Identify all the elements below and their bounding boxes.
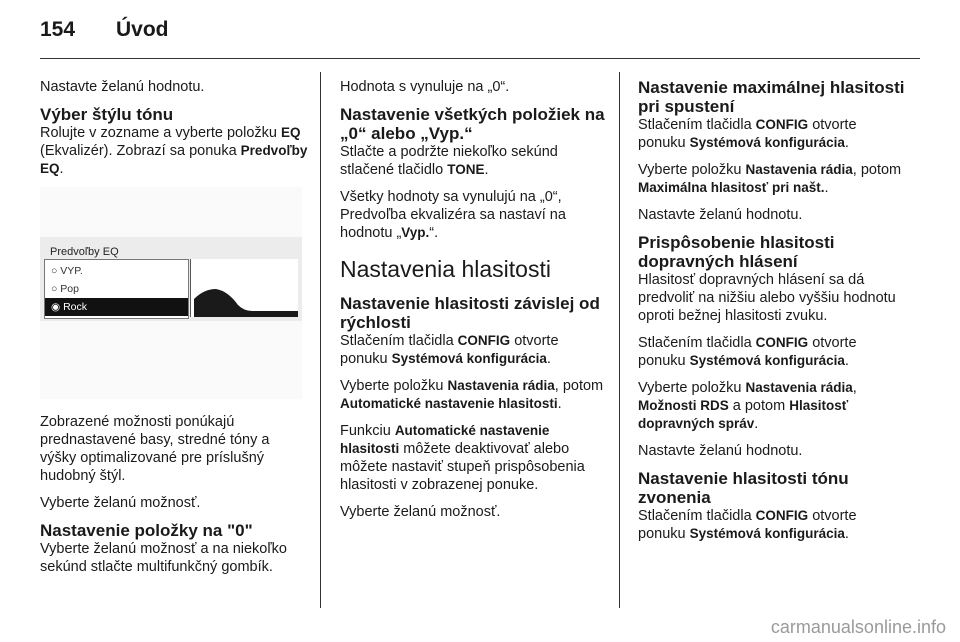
column-divider-1 <box>320 72 321 608</box>
paragraph: Vyberte želanú možnosť. <box>40 495 201 511</box>
section-tone-style <box>40 105 308 178</box>
header-rule <box>40 58 920 59</box>
section-title: Nastavenie hlasitosti závislej od rýchlosti <box>340 294 600 332</box>
paragraph: Nastavte želanú hodnotu. <box>638 207 803 223</box>
menu-item-pop[interactable]: ○ Pop <box>51 283 79 295</box>
section-speed-volume <box>340 294 608 521</box>
chapter-heading: Nastavenia hlasitosti <box>340 256 551 282</box>
eq-presets-figure <box>40 187 302 399</box>
paragraph: Vyberte položku Nastavenia rádia, potom Automatické nastavenie hlasitosti. <box>340 378 604 412</box>
paragraph: Nastavte želanú hodnotu. <box>40 79 205 95</box>
paragraph: Vyberte položku Nastavenia rádia, Možnosti RDS a potom Hlasitosť dopravných správ. <box>638 380 857 432</box>
paragraph: Stlačením tlačidla CONFIG otvorte ponuku Systémová konfigurácia. <box>638 117 857 151</box>
page-number: 154 <box>40 18 76 41</box>
page-header <box>40 18 169 48</box>
section-reset-item <box>40 521 308 576</box>
column-3 <box>638 78 906 552</box>
section-title: Nastavenie hlasitosti tónu zvonenia <box>638 469 849 507</box>
menu-item-rock[interactable]: ◉ Rock <box>45 298 188 316</box>
paragraph: Rolujte v zozname a vyberte položku EQ (Ekvalizér). Zobrazí sa ponuka Predvoľby EQ. <box>40 125 308 177</box>
paragraph: Hlasitosť dopravných hlásení sa dá predvoliť na nižšiu alebo vyššiu hodnotu oproti bežnej hlasitosti zvuku. <box>638 272 896 324</box>
chapter-title: Úvod <box>116 18 169 41</box>
eq-screen <box>40 237 302 321</box>
paragraph: Zobrazené možnosti ponúkajú prednastavené basy, stredné tóny a výšky optimalizované pre príslušný hudobný štýl. <box>40 414 270 484</box>
section-title: Nastavenie položky na "0" <box>40 521 253 540</box>
section-title: Nastavenie maximálnej hlasitosti pri spustení <box>638 78 905 116</box>
radio-selected-icon: ◉ <box>51 301 64 313</box>
paragraph: Stlačením tlačidla CONFIG otvorte ponuku Systémová konfigurácia. <box>340 333 559 367</box>
section-title: Nastavenie všetkých položiek na „0“ alebo „Vyp.“ <box>340 105 605 143</box>
radio-empty-icon: ○ <box>51 283 61 295</box>
paragraph: Nastavte želanú hodnotu. <box>638 443 803 459</box>
paragraph: Hodnota s vynuluje na „0“. <box>340 79 510 95</box>
section-ringtone-volume <box>638 469 906 543</box>
section-title: Prispôsobenie hlasitosti dopravných hlásení <box>638 233 835 271</box>
paragraph: Vyberte položku Nastavenia rádia, potom Maximálna hlasitosť pri našt.. <box>638 162 902 196</box>
watermark: carmanualsonline.info <box>770 617 946 637</box>
paragraph: Stlačením tlačidla CONFIG otvorte ponuku Systémová konfigurácia. <box>638 508 857 542</box>
section-title: Výber štýlu tónu <box>40 105 174 124</box>
paragraph: Všetky hodnoty sa vynulujú na „0“, Predvoľba ekvalizéra sa nastaví na hodnotu „Vyp.“. <box>340 189 566 241</box>
paragraph: Stlačte a podržte niekoľko sekúnd stlačené tlačidlo TONE. <box>340 144 558 178</box>
screen-title: Predvoľby EQ <box>50 246 119 258</box>
eq-menu <box>44 259 189 319</box>
section-traffic-volume <box>638 233 906 460</box>
column-1 <box>40 78 308 585</box>
radio-empty-icon: ○ <box>51 265 61 277</box>
menu-item-off[interactable]: ○ VYP. <box>51 265 83 277</box>
column-2 <box>340 78 608 530</box>
column-divider-2 <box>619 72 620 608</box>
paragraph: Vyberte želanú možnosť a na niekoľko sekúnd stlačte multifunkčný gombík. <box>40 541 287 575</box>
eq-curve-graphic <box>190 259 298 317</box>
section-max-startup-volume <box>638 78 906 224</box>
paragraph: Stlačením tlačidla CONFIG otvorte ponuku Systémová konfigurácia. <box>638 335 857 369</box>
paragraph: Funkciu Automatické nastavenie hlasitosti môžete deaktivovať alebo môžete nastaviť stupeň prispôsobenia hlasitosti v zobrazenej ponuke. <box>340 423 585 493</box>
section-reset-all <box>340 105 608 242</box>
paragraph: Vyberte želanú možnosť. <box>340 504 501 520</box>
